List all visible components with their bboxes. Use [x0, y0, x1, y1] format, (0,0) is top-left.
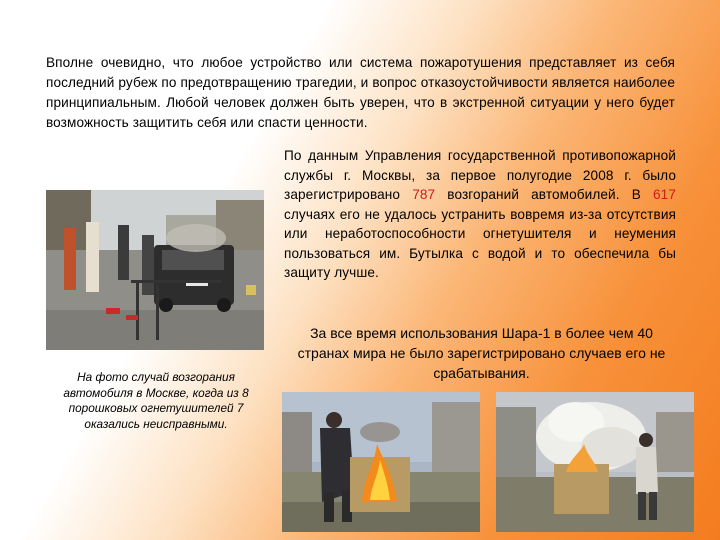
stats-text-2: возгораний автомобилей. В: [435, 187, 654, 202]
statistics-paragraph: [284, 146, 676, 283]
photo-caption: На фото случай возгорания автомобиля в Москве, когда из 8 порошковых огнетушителей 7 оказались неисправными.: [63, 370, 249, 431]
shar-note: За все время использования Шара-1 в более чем 40 странах мира не было зарегистрировано случаев его не срабатывания.: [297, 325, 666, 381]
stats-number-617: 617: [653, 187, 676, 202]
stats-number-787: 787: [412, 187, 436, 202]
stats-text-3: случаях его не удалось устранить вовремя из-за отсутствия или неработоспособности огнетушителя и неумения пользоваться им. Бутылка с водой и то обеспечила бы защиту лучше.: [284, 206, 676, 280]
intro-paragraph: Вполне очевидно, что любое устройство или система пожаротушения представляет из себя последний рубеж по предотвращению трагедии, и вопрос отказоустойчивости является наиболее принципиальным. Любой человек должен быть уверен, что в экстренной ситуации у него будет возможность защитить себя или спасти ценности.: [46, 55, 675, 130]
fire-test-photo-2: [496, 392, 694, 532]
car-fire-photo: [46, 190, 264, 350]
fire-test-photo-1: [282, 392, 480, 532]
stats-text-1: По данным Управления государственной противопожарной службы г. Москвы, за первое полугодие 2008 г. было зарегистрировано: [284, 148, 676, 202]
